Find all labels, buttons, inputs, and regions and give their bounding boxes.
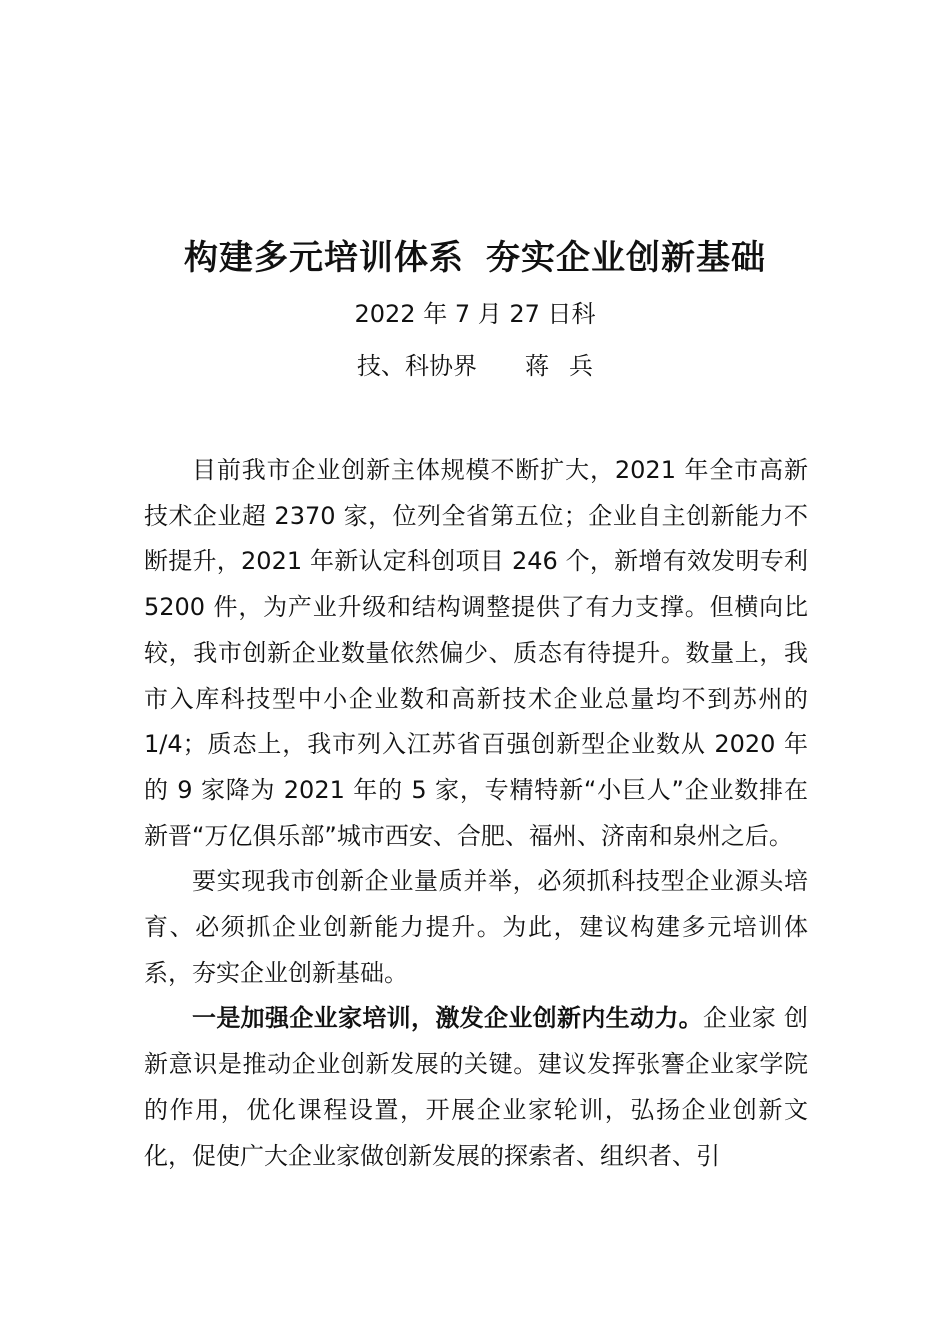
paragraph-1-text: 目前我市企业创新主体规模不断扩大，2021 年全市高新技术企业超 2370 家，位列全省第五位；企业自主创新能力不断提升，2021 年新认定科创项目 246 个，新增有效发明专利 5200 件，为产业升级和结构调整提供了有力支撑。但横向比较，我市创新企业数量依然偏少、质态有待提升。数量上，我市入库科技型中小企业数和高新技术企业总量均不到苏州的 1/4；质态上，我市列入江苏省百强创新型企业数从 2020 年的 9 家降为 2021 年的 5 家，专精特新“小巨人”企业数排在新晋“万亿俱乐部”城市西安、合肥、福州、济南和泉州之后。 bbox=[144, 456, 808, 850]
paragraph-3-text: 企业家 创新意识是推动企业创新发展的关键。建议发挥张謇企业家学院的作用，优化课程设置，开展企业家轮训，弘扬企业创新文化，促使广大企业家做创新发展的探索者、组织者、引 bbox=[144, 1004, 808, 1170]
title-part-2: 夯实企业创新基础 bbox=[486, 238, 766, 278]
paragraph-3-lead: 一是加强企业家培训，激发企业创新内生动力。 bbox=[192, 1004, 704, 1033]
title-part-1: 构建多元培训体系 bbox=[184, 238, 464, 278]
paragraph-2-text: 要实现我市创新企业量质并举，必须抓科技型企业源头培育、必须抓企业创新能力提升。为此，建议构建多元培训体系，夯实企业创新基础。 bbox=[144, 867, 808, 987]
document-body bbox=[144, 448, 808, 1179]
paragraph-2 bbox=[144, 859, 808, 996]
author-name-first: 蒋 bbox=[525, 352, 549, 380]
date-line: 2022 年 7 月 27 日科 bbox=[354, 300, 596, 328]
paragraph-1 bbox=[144, 448, 808, 859]
document-title bbox=[0, 236, 950, 280]
author-affiliation: 技、科协界 bbox=[357, 352, 477, 380]
author-name-last: 兵 bbox=[569, 352, 593, 380]
author-line bbox=[0, 350, 950, 382]
paragraph-3 bbox=[144, 996, 808, 1179]
